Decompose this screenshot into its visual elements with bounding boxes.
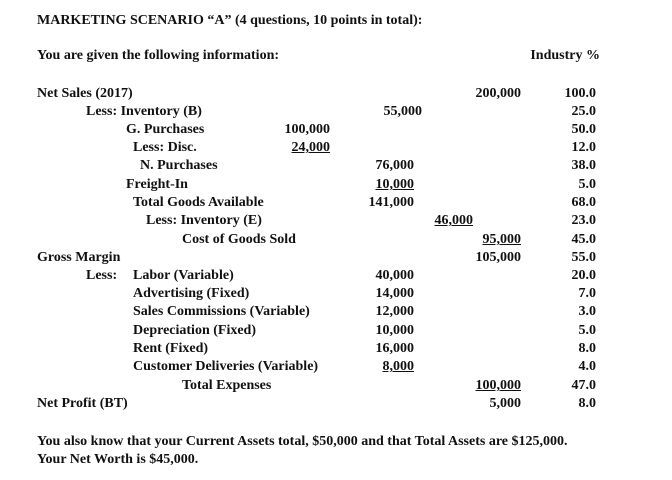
pct-gross-margin: 55.0 — [571, 250, 596, 265]
label-inventory-b: Less: Inventory (B) — [86, 104, 202, 119]
pct-net-sales: 100.0 — [564, 86, 596, 101]
pct-labor: 20.0 — [571, 268, 596, 283]
value-gross-purchases: 100,000 — [284, 122, 330, 137]
label-net-sales: Net Sales (2017) — [37, 86, 133, 101]
pct-cogs: 45.0 — [571, 232, 596, 247]
value-net-profit: 5,000 — [489, 396, 521, 411]
label-net-purchases: N. Purchases — [140, 158, 218, 173]
label-inventory-e: Less: Inventory (E) — [146, 213, 262, 228]
pct-advertising: 7.0 — [578, 286, 596, 301]
value-net-purchases: 76,000 — [375, 158, 414, 173]
pct-sales-commissions: 3.0 — [578, 304, 596, 319]
label-gross-purchases: G. Purchases — [126, 122, 205, 137]
given-info-heading: You are given the following information: — [37, 48, 280, 63]
industry-pct-header: Industry % — [530, 48, 600, 63]
pct-discount: 12.0 — [571, 140, 596, 155]
label-discount: Less: Disc. — [133, 140, 197, 155]
value-gross-margin: 105,000 — [475, 250, 521, 265]
value-rent: 16,000 — [375, 341, 414, 356]
label-rent: Rent (Fixed) — [133, 341, 209, 356]
label-total-expenses: Total Expenses — [182, 378, 272, 393]
value-cogs: 95,000 — [482, 232, 521, 247]
pct-net-profit: 8.0 — [578, 396, 596, 411]
label-total-goods-available: Total Goods Available — [133, 195, 264, 210]
label-sales-commissions: Sales Commissions (Variable) — [133, 304, 310, 319]
footer-assets-note: You also know that your Current Assets total, $50,000 and that Total Assets are $125,000. — [37, 434, 568, 449]
value-inventory-e: 46,000 — [434, 213, 473, 228]
pct-gross-purchases: 50.0 — [571, 122, 596, 137]
value-advertising: 14,000 — [375, 286, 414, 301]
value-sales-commissions: 12,000 — [375, 304, 414, 319]
label-depreciation: Depreciation (Fixed) — [133, 323, 256, 338]
value-inventory-b: 55,000 — [383, 104, 422, 119]
label-freight-in: Freight-In — [126, 177, 188, 192]
pct-rent: 8.0 — [578, 341, 596, 356]
label-gross-margin: Gross Margin — [37, 250, 121, 265]
pct-inventory-e: 23.0 — [571, 213, 596, 228]
pct-inventory-b: 25.0 — [571, 104, 596, 119]
footer-net-worth-note: Your Net Worth is $45,000. — [37, 452, 199, 467]
value-depreciation: 10,000 — [375, 323, 414, 338]
value-net-sales: 200,000 — [475, 86, 521, 101]
label-net-profit: Net Profit (BT) — [37, 396, 128, 411]
pct-customer-deliveries: 4.0 — [578, 359, 596, 374]
label-less-expenses: Less: — [86, 268, 118, 283]
pct-total-goods-available: 68.0 — [571, 195, 596, 210]
label-labor: Labor (Variable) — [133, 268, 234, 283]
pct-net-purchases: 38.0 — [571, 158, 596, 173]
value-labor: 40,000 — [375, 268, 414, 283]
value-total-goods-available: 141,000 — [368, 195, 414, 210]
value-discount: 24,000 — [291, 140, 330, 155]
pct-freight-in: 5.0 — [578, 177, 596, 192]
value-customer-deliveries: 8,000 — [382, 359, 414, 374]
label-cogs: Cost of Goods Sold — [182, 232, 296, 247]
label-customer-deliveries: Customer Deliveries (Variable) — [133, 359, 319, 374]
pct-depreciation: 5.0 — [578, 323, 596, 338]
page-title: MARKETING SCENARIO “A” (4 questions, 10 points in total): — [37, 13, 423, 28]
value-freight-in: 10,000 — [375, 177, 414, 192]
label-advertising: Advertising (Fixed) — [133, 286, 250, 301]
pct-total-expenses: 47.0 — [571, 378, 596, 393]
value-total-expenses: 100,000 — [475, 378, 521, 393]
